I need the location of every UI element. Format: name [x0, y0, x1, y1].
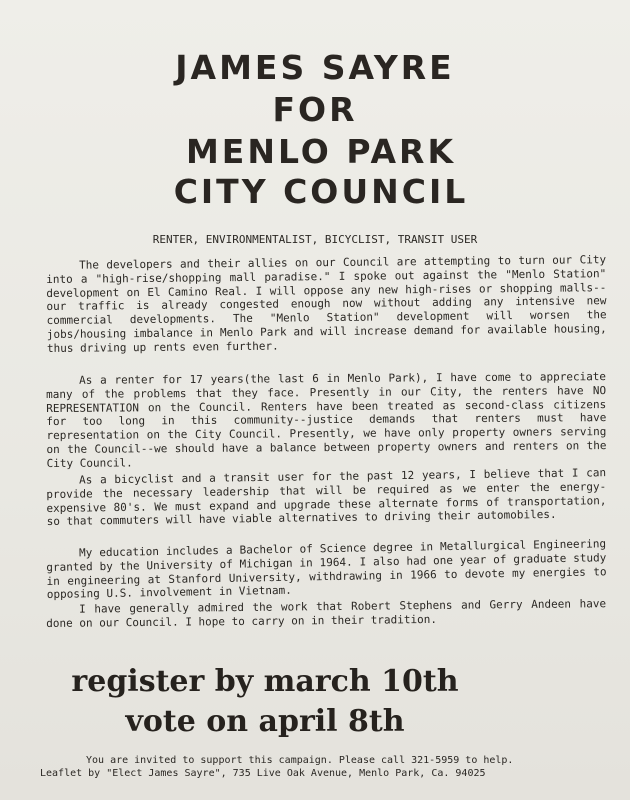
paragraph-bicyclist: As a bicyclist and a transit user for the past 12 years, I believe that I can provide the necessary leadership that will be required as we enter the energy-expensive 80's. We must expand and upgrade these alternate forms of transportation, so that commuters will have viable alternatives to driving their automobiles.	[46, 466, 607, 529]
footer-invitation: You are invited to support this campaign. Please call 321-5959 to help.	[86, 755, 514, 766]
title-name: JAMES SAYRE	[175, 48, 455, 87]
slogan-vote: vote on april 8th	[125, 704, 405, 739]
title-council: CITY COUNCIL	[173, 172, 469, 211]
paragraph-renter: As a renter for 17 years(the last 6 in Menlo Park), I have come to appreciate many of the problems that they face. Presently in our City, the renters have NO REPRESENTATION on the Council. Renters have been treated as second-class citizens for too long in this community--justice demands that renters must have representation on the City Council. Presently, we have only property owners serving on the Council--we should have a balance between property owners and renters on the City Council.	[46, 370, 607, 470]
title-for: FOR	[272, 90, 358, 129]
paragraph-admiration: I have generally admired the work that Robert Stephens and Gerry Andeen have done on our Council. I hope to carry on in their tradition.	[46, 597, 607, 630]
subtitle-tagline: RENTER, ENVIRONMENTALIST, BICYCLIST, TRANSIT USER	[152, 233, 478, 246]
paragraph-education: My education includes a Bachelor of Science degree in Metallurgical Engineering granted by the University of Michigan in 1964. I also had one year of graduate study in engineering at Stanford University, withdrawing in 1966 to devote my energies to opposing U.S. involvement in Vietnam.	[46, 537, 607, 602]
title-city: MENLO PARK	[185, 132, 457, 171]
footer-publisher: Leaflet by "Elect James Sayre", 735 Live Oak Avenue, Menlo Park, Ca. 94025	[40, 768, 486, 779]
paragraph-developers: The developers and their allies on our Council are attempting to turn our City into a "high-rise/shopping mall paradise." I spoke out against the "Menlo Station" development on El Camino Real. I will oppose any new high-rises or shopping malls--our traffic is already congested enough now without adding any intensive new commercial developments. The "Menlo Station" development will worsen the jobs/housing imbalance in Menlo Park and will increase demand for available housing, thus driving up rents even further.	[46, 253, 607, 355]
slogan-register: register by march 10th	[71, 664, 459, 699]
